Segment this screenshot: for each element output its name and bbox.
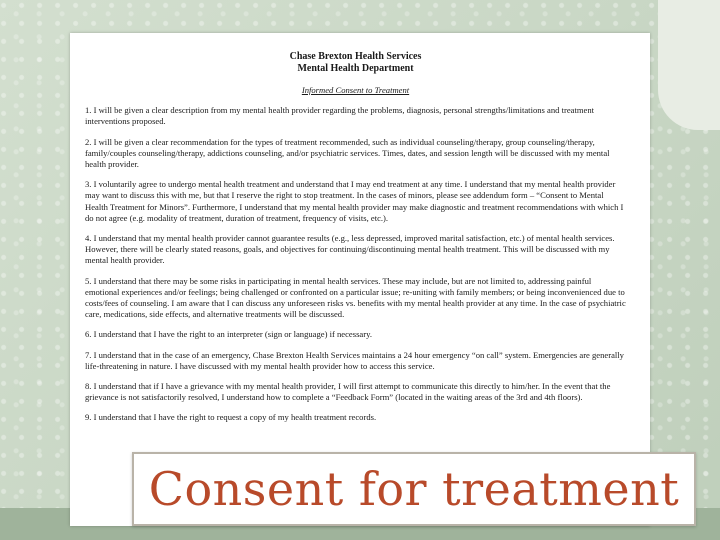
- slide-title-box: [132, 452, 696, 526]
- slide-title: Consent for treatment: [148, 462, 680, 516]
- consent-paragraph-5: 5. I understand that there may be some risks in participating in mental health services. These may include, but are not limited to, addressing painful emotional experiences and/or feelings; being challenged or confronted on a particular issue; re-uniting with family members; or being inconvenienced due to costs/fees of counseling. I am aware that I can discuss any unforeseen risks vs. benefits with my mental health provider at any time. In the case of psychiatric care, medications, side effects, and alternative treatments will be discussed.: [85, 275, 626, 320]
- consent-paragraph-4: 4. I understand that my mental health provider cannot guarantee results (e.g., less depressed, improved marital satisfaction, etc.) of mental health services. However, there will be clearly stated reasons, goals, and objectives for continuing/discontinuing mental health treatment. This will be discussed with my mental health provider.: [85, 233, 615, 266]
- document-title: Informed Consent to Treatment: [301, 85, 410, 95]
- consent-paragraph-8: 8. I understand that if I have a grievance with my mental health provider, I will first attempt to communicate this directly to him/her. In the event that the grievance is not satisfactorily resolved, I understand how to complete a “Feedback Form” (located in the waiting areas of the 3rd and 4th floors).: [85, 381, 611, 403]
- department-name: Mental Health Department: [297, 63, 414, 74]
- organization-name: Chase Brexton Health Services: [289, 51, 422, 62]
- decorative-corner: [658, 0, 720, 130]
- consent-paragraph-7: 7. I understand that in the case of an emergency, Chase Brexton Health Services maintains a 24 hour emergency “on call” system. Emergencies are generally life-threatening in nature. I have discussed with my mental health provider how to access this service.: [85, 349, 624, 371]
- consent-paragraph-3: 3. I voluntarily agree to undergo mental health treatment and understand that I may end treatment at any time. I understand that my mental health provider may want to discuss this with me, but that I reserve the right to stop treatment. In the cases of minors, please see addendum form – “Consent to Mental Health Treatment for Minors”. Furthermore, I understand that my mental health provider may make diagnostic and treatment recommendations with which I do not agree (e.g. modality of treatment, duration of treatment, frequency of visits, etc.).: [85, 179, 624, 223]
- consent-paragraph-2: 2. I will be given a clear recommendation for the types of treatment recommended, such as individual counseling/therapy, group counseling/therapy, family/couples counseling/therapy, addictions counseling, and/or psychiatric services. Times, dates, and session length will be discussed with my mental health provider.: [85, 136, 610, 170]
- consent-paragraph-9: 9. I understand that I have the right to request a copy of my health treatment records.: [85, 412, 377, 423]
- consent-paragraph-1: 1. I will be given a clear description from my mental health provider regarding the problems, diagnosis, personal strengths/limitations and treatment interventions proposed.: [85, 105, 595, 127]
- consent-paragraph-6: 6. I understand that I have the right to an interpreter (sign or language) if necessary.: [85, 329, 372, 340]
